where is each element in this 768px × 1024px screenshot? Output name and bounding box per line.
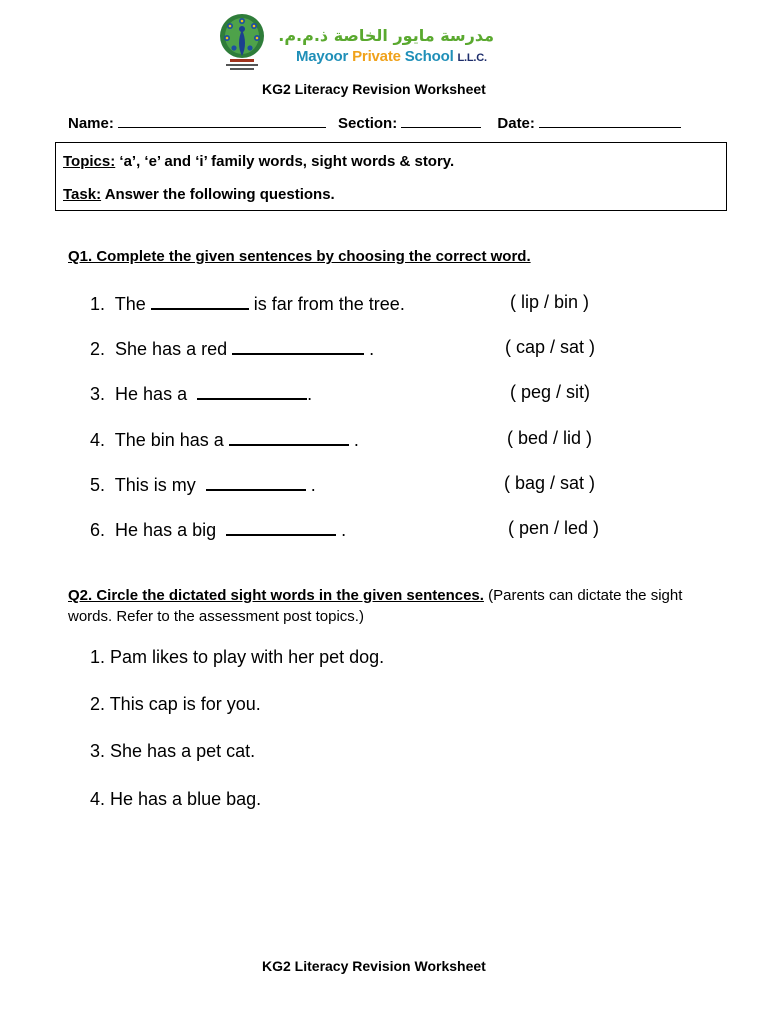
answer-blank[interactable] bbox=[226, 518, 336, 536]
q2-heading-text: Q2. Circle the dictated sight words in the given sentences. bbox=[68, 587, 484, 604]
q2-sentence: 4. He has a blue bag. bbox=[90, 789, 262, 809]
word-options: ( bed / lid ) bbox=[507, 428, 593, 448]
task-label: Task: bbox=[63, 186, 102, 203]
q1-heading: Q1. Complete the given sentences by choosing the correct word. bbox=[68, 248, 531, 265]
logo-english-name bbox=[296, 48, 487, 65]
sentence-start: The bin has a bbox=[114, 430, 224, 450]
word-options: ( bag / sat ) bbox=[504, 473, 596, 493]
sentence-end: is far from the tree. bbox=[253, 294, 405, 314]
name-field[interactable] bbox=[118, 113, 326, 128]
topics-line bbox=[63, 153, 454, 170]
logo-arabic-text: مدرسة مايور الخاصة ذ.م.م. bbox=[278, 26, 494, 45]
peacock-emblem-icon bbox=[216, 12, 268, 74]
q2-note: (Parents can dictate the sight words. Refer to the assessment post topics.) bbox=[68, 587, 683, 625]
item-number: 1. bbox=[90, 294, 106, 314]
sentence-end: . bbox=[353, 430, 359, 450]
sentence-start: The bbox=[114, 294, 146, 314]
answer-blank[interactable] bbox=[206, 473, 306, 491]
sentence-start: She has a red bbox=[115, 339, 228, 359]
date-field[interactable] bbox=[539, 113, 681, 128]
sentence-end: . bbox=[369, 339, 375, 359]
name-label: Name: bbox=[68, 115, 114, 132]
logo-word-private: Private bbox=[352, 48, 401, 65]
topics-box bbox=[55, 142, 727, 211]
item-number: 3. bbox=[90, 384, 106, 404]
task-text: Answer the following questions. bbox=[101, 186, 335, 203]
logo-word-school: School bbox=[404, 48, 454, 65]
sentence-start: He has a bbox=[115, 384, 188, 404]
worksheet-title: KG2 Literacy Revision Worksheet bbox=[262, 81, 486, 97]
task-line bbox=[63, 186, 335, 203]
word-options: ( peg / sit) bbox=[510, 382, 591, 402]
item-number: 6. bbox=[90, 520, 106, 540]
item-number: 4. bbox=[90, 430, 106, 450]
student-info-row bbox=[68, 113, 685, 132]
sentence-end: . bbox=[310, 475, 316, 495]
logo-arabic-name bbox=[278, 26, 494, 45]
answer-blank[interactable] bbox=[232, 337, 364, 355]
sentence-end: . bbox=[341, 520, 347, 540]
sentence-end: . bbox=[307, 384, 313, 404]
topics-text: ‘a’, ‘e’ and ‘i’ family words, sight words & story. bbox=[115, 153, 455, 170]
q2-sentence: 3. She has a pet cat. bbox=[90, 741, 256, 761]
date-label: Date: bbox=[497, 115, 535, 132]
word-options: ( pen / led ) bbox=[508, 518, 600, 538]
word-options: ( lip / bin ) bbox=[510, 292, 590, 312]
topics-label: Topics: bbox=[63, 153, 116, 170]
sentence-start: He has a big bbox=[115, 520, 217, 540]
sentence-start: This is my bbox=[114, 475, 196, 495]
q2-heading bbox=[68, 585, 708, 627]
answer-blank[interactable] bbox=[197, 382, 307, 400]
q2-sentence: 1. Pam likes to play with her pet dog. bbox=[90, 647, 385, 667]
section-field[interactable] bbox=[401, 113, 481, 128]
logo-suffix: L.L.C. bbox=[457, 52, 487, 64]
answer-blank[interactable] bbox=[229, 428, 349, 446]
section-label: Section: bbox=[338, 115, 398, 132]
item-number: 5. bbox=[90, 475, 106, 495]
answer-blank[interactable] bbox=[151, 292, 249, 310]
footer-title: KG2 Literacy Revision Worksheet bbox=[262, 958, 486, 974]
logo-word-mayoor: Mayoor bbox=[296, 48, 349, 65]
word-options: ( cap / sat ) bbox=[505, 337, 596, 357]
item-number: 2. bbox=[90, 339, 106, 359]
q2-sentence: 2. This cap is for you. bbox=[90, 694, 261, 714]
